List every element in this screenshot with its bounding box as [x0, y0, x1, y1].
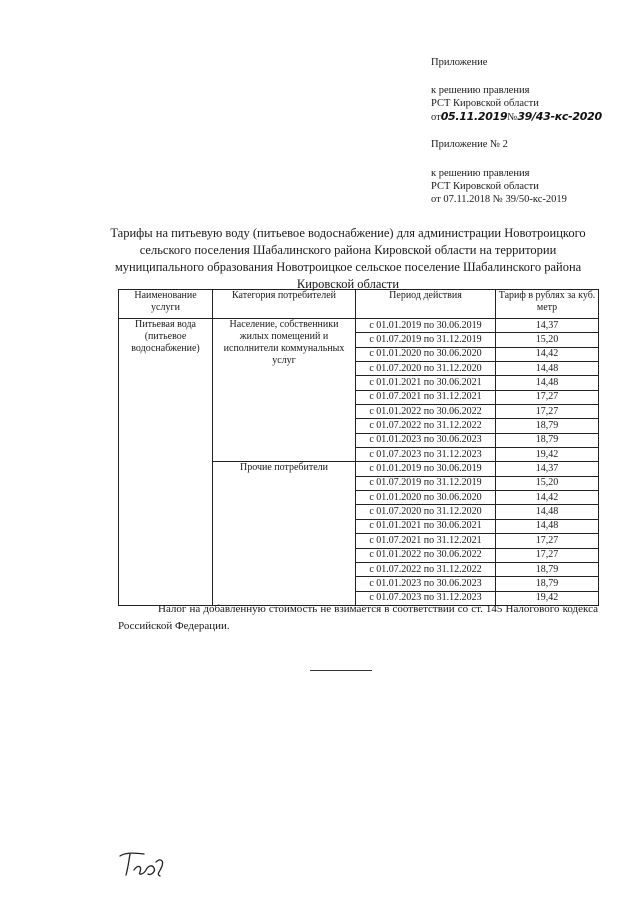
- tariff-value-cell: 18,79: [496, 562, 599, 576]
- date-prefix: от: [431, 112, 441, 123]
- document-title: Тарифы на питьевую воду (питьевое водоснабжение) для администрации Новотроицкого сельского поселения Шабалинского района Кировской области на территории муниципального образования Новотроицкое сельское поселение Шабалинского района Кировской области: [110, 226, 586, 291]
- tariff-value-cell: 15,20: [496, 333, 599, 347]
- tariff-value-cell: 17,27: [496, 534, 599, 548]
- tariff-value-cell: 14,48: [496, 362, 599, 376]
- tariff-value-cell: 14,48: [496, 505, 599, 519]
- period-cell: с 01.07.2019 по 31.12.2019: [356, 333, 496, 347]
- handwritten-date: 05.11.2019: [440, 110, 508, 123]
- tariff-value-cell: 17,27: [496, 405, 599, 419]
- number-sign: №: [507, 112, 518, 123]
- signature-mark: [116, 848, 168, 878]
- tariff-value-cell: 17,27: [496, 390, 599, 404]
- period-cell: с 01.07.2021 по 31.12.2021: [356, 390, 496, 404]
- appendix-authority-line: РСТ Кировской области: [431, 98, 539, 109]
- category-cell: Население, собственники жилых помещений и исполнители коммунальных услуг: [213, 319, 356, 462]
- header-category: Категория потребителей: [213, 290, 356, 319]
- header-period: Период действия: [356, 290, 496, 319]
- period-cell: с 01.01.2020 по 30.06.2020: [356, 491, 496, 505]
- period-cell: с 01.01.2019 по 30.06.2019: [356, 462, 496, 476]
- tariff-value-cell: 18,79: [496, 577, 599, 591]
- period-cell: с 01.01.2023 по 30.06.2023: [356, 433, 496, 447]
- tariff-value-cell: 14,42: [496, 347, 599, 361]
- period-cell: с 01.07.2020 по 31.12.2020: [356, 362, 496, 376]
- period-cell: с 01.07.2023 по 31.12.2023: [356, 448, 496, 462]
- tariff-value-cell: 14,48: [496, 519, 599, 533]
- period-cell: с 01.07.2019 по 31.12.2019: [356, 476, 496, 490]
- table-header-row: [119, 290, 599, 319]
- handwritten-number: 39/43-кс-2020: [517, 110, 602, 123]
- period-cell: с 01.01.2022 по 30.06.2022: [356, 405, 496, 419]
- tariff-value-cell: 14,48: [496, 376, 599, 390]
- appendix2-title: Приложение № 2: [431, 139, 508, 150]
- period-cell: с 01.07.2022 по 31.12.2022: [356, 419, 496, 433]
- appendix-decision-line: к решению правления: [431, 85, 530, 96]
- tariff-table: [118, 289, 599, 606]
- period-cell: с 01.01.2019 по 30.06.2019: [356, 319, 496, 333]
- appendix2-authority-line: РСТ Кировской области: [431, 181, 539, 192]
- tariff-value-cell: 19,42: [496, 591, 599, 605]
- period-cell: с 01.07.2020 по 31.12.2020: [356, 505, 496, 519]
- service-name-cell: Питьевая вода (питьевое водоснабжение): [119, 319, 213, 606]
- category-cell: Прочие потребители: [213, 462, 356, 605]
- tariff-value-cell: 14,37: [496, 319, 599, 333]
- period-cell: с 01.07.2023 по 31.12.2023: [356, 591, 496, 605]
- tariff-value-cell: 18,79: [496, 419, 599, 433]
- appendix-title: Приложение: [431, 57, 488, 68]
- vat-note: Налог на добавленную стоимость не взимается в соответствии со ст. 145 Налогового кодекса Российской Федерации.: [118, 603, 598, 632]
- tariff-value-cell: 14,37: [496, 462, 599, 476]
- period-cell: с 01.01.2023 по 30.06.2023: [356, 577, 496, 591]
- header-service: Наименование услуги: [119, 290, 213, 319]
- table-row: [119, 319, 599, 333]
- appendix-date-number: [431, 110, 602, 124]
- appendix2-date-number: от 07.11.2018 № 39/50-кс-2019: [431, 194, 567, 205]
- separator-line: [310, 670, 372, 671]
- period-cell: с 01.01.2021 по 30.06.2021: [356, 519, 496, 533]
- period-cell: с 01.01.2021 по 30.06.2021: [356, 376, 496, 390]
- header-tariff: Тариф в рублях за куб. метр: [496, 290, 599, 319]
- tariff-value-cell: 17,27: [496, 548, 599, 562]
- tariff-value-cell: 14,42: [496, 491, 599, 505]
- period-cell: с 01.07.2022 по 31.12.2022: [356, 562, 496, 576]
- period-cell: с 01.01.2020 по 30.06.2020: [356, 347, 496, 361]
- tariff-value-cell: 18,79: [496, 433, 599, 447]
- appendix2-decision-line: к решению правления: [431, 168, 530, 179]
- tariff-value-cell: 19,42: [496, 448, 599, 462]
- period-cell: с 01.07.2021 по 31.12.2021: [356, 534, 496, 548]
- period-cell: с 01.01.2022 по 30.06.2022: [356, 548, 496, 562]
- tariff-value-cell: 15,20: [496, 476, 599, 490]
